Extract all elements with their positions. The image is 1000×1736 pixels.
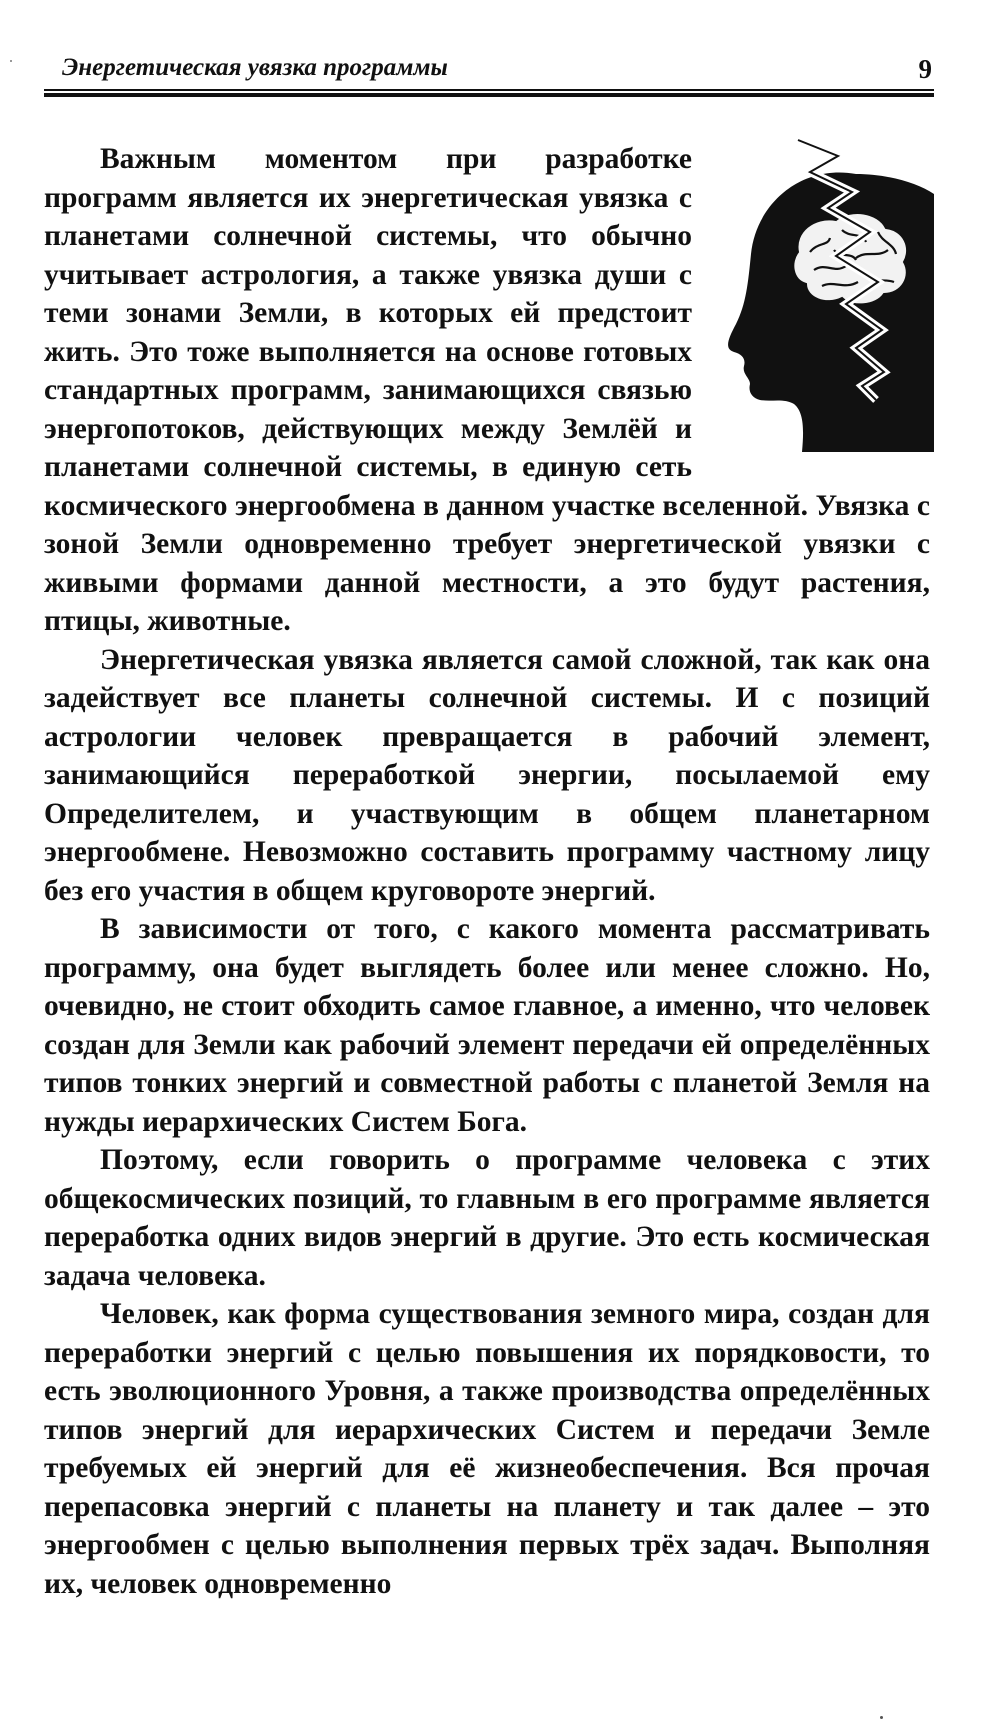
running-header	[42, 54, 934, 88]
paragraph-1: Важным моментом при разработке программ является их энергетическая увязка с планетами солнечной системы, что обычно учитывает астрология, а также увязка души с теми зонами Земли, в которых ей предстоит жить. Это тоже выполняется на основе готовых стандартных программ, занимающихся связью энергопотоков, действующих между Землёй и планетами солнечной системы, в единую сеть космического энергообмена в данном участке вселенной. Увязка с зоной Земли одновременно требует энергетической увязки с живыми формами данной местности, а это будут растения, птицы, животные.	[44, 143, 930, 637]
paragraph-3: В зависимости от того, с какого момента рассматривать программу, она будет выглядеть более или менее сложно. Но, очевидно, не стоит обходить самое главное, а именно, что человек создан для Земли как рабочий элемент передачи ей определённых типов тонких энергий и совместной работы с планетой Земля на нужды иерархических Систем Бога.	[44, 913, 930, 1138]
paragraph-4: Поэтому, если говорить о программе человека с этих общекосмических позиций, то главным в его программе является переработка одних видов энергий в другие. Это есть космическая задача человека.	[44, 1144, 930, 1292]
body-text	[44, 140, 930, 1603]
header-rule-thick	[44, 93, 934, 97]
head-with-brain-lightning-icon	[706, 134, 934, 452]
paragraph-2: Энергетическая увязка является самой сложной, так как она задействует все планеты солнечной системы. И с позиций астрологии человек превращается в рабочий элемент, занимающийся переработкой энергии, посылаемой ему Определителем, и участвующим в общем планетарном энергообмене. Невозможно составить программу частному лицу без его участия в общем круговороте энергий.	[44, 643, 930, 907]
scan-speck	[880, 1716, 883, 1719]
paragraph-5: Человек, как форма существования земного мира, создан для переработки энергий с целью повышения их порядковости, то есть эволюционного Уровня, а также производства определённых типов энергий для иерархических Систем и передачи Земле требуемых ей энергий для её жизнеобеспечения. Вся прочая перепасовка энергий с планеты на планету и так далее – это энергообмен с целью выполнения первых трёх задач. Выполняя их, человек одновременно	[44, 1298, 930, 1600]
running-header-title: Энергетическая увязка программы	[62, 54, 448, 81]
page-number: 9	[918, 54, 932, 84]
scan-speck	[10, 60, 12, 62]
header-rule-thin	[44, 89, 934, 91]
